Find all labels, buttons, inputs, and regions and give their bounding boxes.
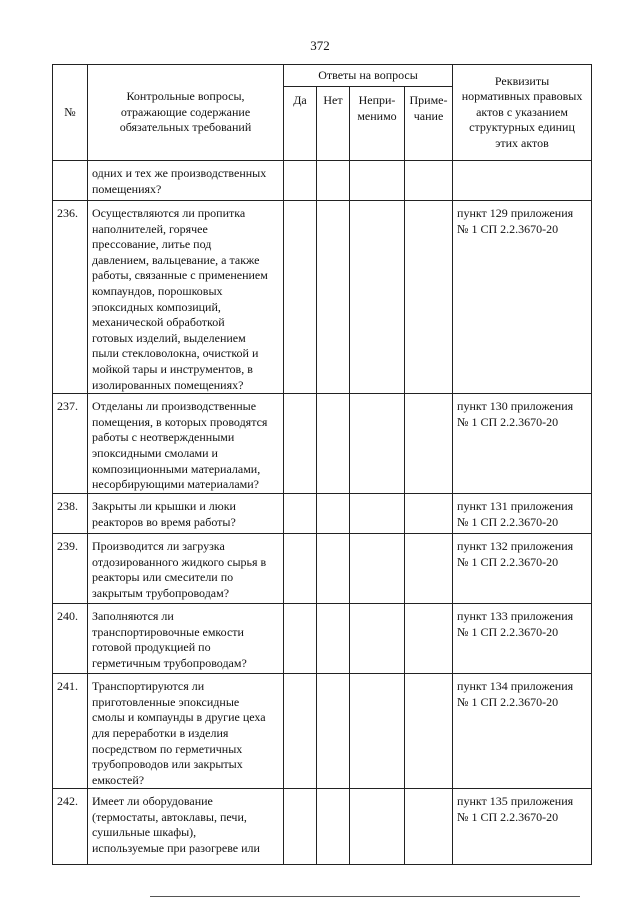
row-question: Производится ли загрузка отдозированного жидкого сырья в реакторы или смесители по закрытым трубопроводам? xyxy=(88,534,284,604)
row-number xyxy=(53,161,88,201)
row-number: 237. xyxy=(53,394,88,494)
column-header-note: Приме- чание xyxy=(405,87,453,161)
table-row xyxy=(53,394,592,494)
column-header-answers: Ответы на вопросы xyxy=(284,65,453,87)
row-question: Заполняются ли транспортировочные емкости готовой продукцией по герметичным трубопроводам? xyxy=(88,604,284,674)
answer-yes-cell[interactable] xyxy=(284,604,317,674)
answer-yes-cell[interactable] xyxy=(284,534,317,604)
row-question: Осуществляются ли пропитка наполнителей, горячее прессование, литье под давлением, вальцевание, а также работы, связанные с применением компаундов, порошковых эпоксидных композиций, механической обработкой готовых изделий, выделением пыли стекловолокна, очисткой и мойкой тары и инструментов, в изолированных помещениях? xyxy=(88,201,284,394)
note-cell[interactable] xyxy=(405,789,453,865)
answer-no-cell[interactable] xyxy=(317,201,350,394)
column-header-question: Контрольные вопросы, отражающие содержание обязательных требований xyxy=(88,65,284,161)
answer-yes-cell[interactable] xyxy=(284,161,317,201)
row-reference: пункт 130 приложения № 1 СП 2.2.3670-20 xyxy=(453,394,592,494)
row-number: 240. xyxy=(53,604,88,674)
table-row xyxy=(53,674,592,789)
answer-not-applicable-cell[interactable] xyxy=(350,674,405,789)
answer-no-cell[interactable] xyxy=(317,604,350,674)
row-number: 242. xyxy=(53,789,88,865)
bottom-divider xyxy=(150,896,580,897)
answer-yes-cell[interactable] xyxy=(284,789,317,865)
column-header-not-applicable: Непри- менимо xyxy=(350,87,405,161)
answer-no-cell[interactable] xyxy=(317,394,350,494)
note-cell[interactable] xyxy=(405,161,453,201)
row-question: Имеет ли оборудование (термостаты, автоклавы, печи, сушильные шкафы), используемые при разогреве или xyxy=(88,789,284,865)
row-question: Отделаны ли производственные помещения, в которых проводятся работы с неотвержденными эпоксидными смолами и композиционными материалами, несорбирующими материалами? xyxy=(88,394,284,494)
row-number: 236. xyxy=(53,201,88,394)
table-row xyxy=(53,201,592,394)
column-header-yes: Да xyxy=(284,87,317,161)
header-row xyxy=(53,65,592,87)
note-cell[interactable] xyxy=(405,494,453,534)
answer-no-cell[interactable] xyxy=(317,494,350,534)
checklist-table xyxy=(52,64,592,865)
answer-yes-cell[interactable] xyxy=(284,674,317,789)
note-cell[interactable] xyxy=(405,604,453,674)
column-header-requisites: Реквизиты нормативных правовых актов с указанием структурных единиц этих актов xyxy=(453,65,592,161)
row-reference: пункт 133 приложения № 1 СП 2.2.3670-20 xyxy=(453,604,592,674)
answer-yes-cell[interactable] xyxy=(284,201,317,394)
row-number: 241. xyxy=(53,674,88,789)
row-reference: пункт 132 приложения № 1 СП 2.2.3670-20 xyxy=(453,534,592,604)
answer-not-applicable-cell[interactable] xyxy=(350,394,405,494)
row-reference: пункт 134 приложения № 1 СП 2.2.3670-20 xyxy=(453,674,592,789)
row-number: 238. xyxy=(53,494,88,534)
table-row xyxy=(53,604,592,674)
answer-yes-cell[interactable] xyxy=(284,394,317,494)
answer-not-applicable-cell[interactable] xyxy=(350,494,405,534)
table-row xyxy=(53,161,592,201)
answer-not-applicable-cell[interactable] xyxy=(350,201,405,394)
answer-no-cell[interactable] xyxy=(317,534,350,604)
column-header-no: Нет xyxy=(317,87,350,161)
row-question: Закрыты ли крышки и люки реакторов во время работы? xyxy=(88,494,284,534)
answer-not-applicable-cell[interactable] xyxy=(350,604,405,674)
table-row xyxy=(53,494,592,534)
row-question: Транспортируются ли приготовленные эпоксидные смолы и компаунды в другие цеха для переработки в изделия посредством по герметичных трубопроводов или закрытых емкостей? xyxy=(88,674,284,789)
answer-yes-cell[interactable] xyxy=(284,494,317,534)
note-cell[interactable] xyxy=(405,201,453,394)
answer-no-cell[interactable] xyxy=(317,161,350,201)
row-reference: пункт 131 приложения № 1 СП 2.2.3670-20 xyxy=(453,494,592,534)
answer-not-applicable-cell[interactable] xyxy=(350,161,405,201)
note-cell[interactable] xyxy=(405,674,453,789)
row-question: одних и тех же производственных помещениях? xyxy=(88,161,284,201)
row-reference: пункт 135 приложения № 1 СП 2.2.3670-20 xyxy=(453,789,592,865)
answer-no-cell[interactable] xyxy=(317,674,350,789)
table-row xyxy=(53,789,592,865)
answer-not-applicable-cell[interactable] xyxy=(350,534,405,604)
answer-not-applicable-cell[interactable] xyxy=(350,789,405,865)
row-reference: пункт 129 приложения № 1 СП 2.2.3670-20 xyxy=(453,201,592,394)
answer-no-cell[interactable] xyxy=(317,789,350,865)
row-reference xyxy=(453,161,592,201)
note-cell[interactable] xyxy=(405,394,453,494)
note-cell[interactable] xyxy=(405,534,453,604)
page-number: 372 xyxy=(310,38,330,53)
column-header-number: № xyxy=(53,65,88,161)
row-number: 239. xyxy=(53,534,88,604)
table-row xyxy=(53,534,592,604)
